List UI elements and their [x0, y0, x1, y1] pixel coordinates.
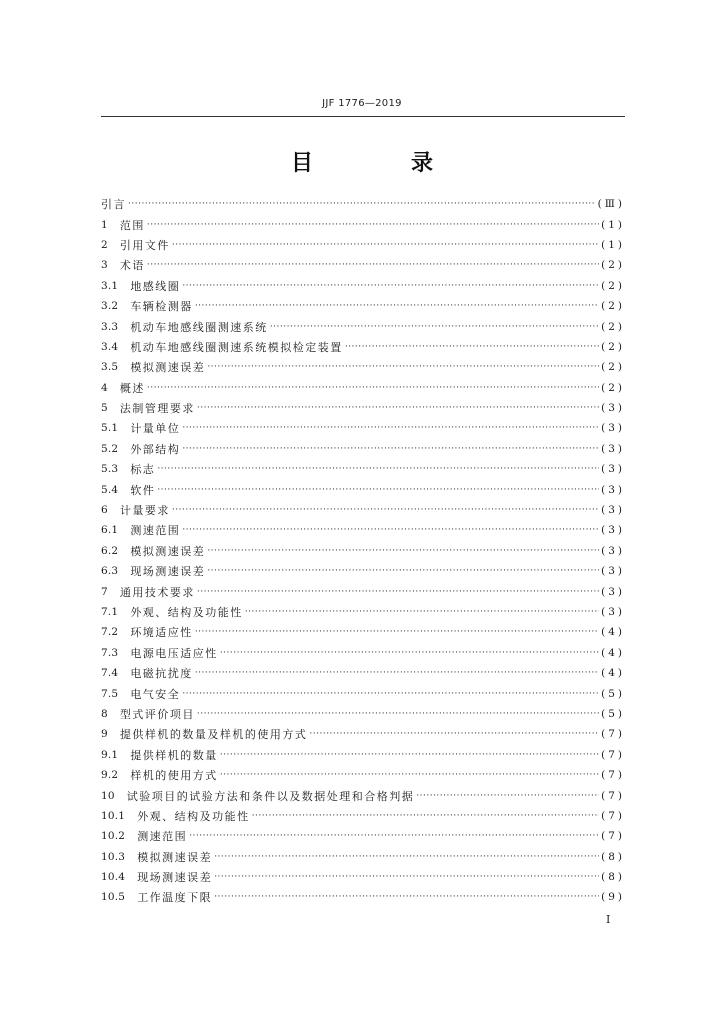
toc-entry-label: 试验项目的试验方法和条件以及数据处理和合格判据: [126, 789, 415, 803]
toc-entry-page: (3): [601, 606, 625, 618]
toc-entry-label: 测速范围: [130, 524, 181, 538]
toc-entry[interactable]: [101, 479, 625, 499]
toc-entry[interactable]: [101, 418, 625, 438]
toc-entry-number: 3.1: [101, 279, 119, 292]
toc-entry[interactable]: [101, 337, 625, 357]
toc-entry[interactable]: [101, 785, 625, 805]
toc-entry[interactable]: [101, 378, 625, 398]
toc-dot-leader: [195, 668, 599, 678]
toc-entry[interactable]: [101, 194, 625, 214]
toc-entry-number: 7.1: [101, 606, 119, 618]
toc-entry-number: 4: [101, 381, 108, 394]
toc-entry-page: (3): [601, 483, 625, 496]
toc-dot-leader: [207, 362, 599, 372]
toc-entry-number: 5.2: [101, 442, 119, 455]
toc-entry-number: 10.3: [101, 850, 126, 863]
toc-dot-leader: [197, 403, 599, 413]
toc-entry-number: 9: [101, 728, 108, 741]
toc-dot-leader: [182, 444, 599, 454]
page-number: I: [606, 913, 611, 926]
toc-entry-number: 3: [101, 259, 108, 272]
toc-entry[interactable]: [101, 500, 625, 520]
toc-entry-label: 工作温度下限: [137, 891, 213, 905]
toc-dot-leader: [270, 322, 599, 332]
toc-entry-label: 引言: [101, 198, 126, 212]
toc-entry-page: (5): [601, 687, 625, 700]
toc-entry-number: 10.2: [101, 830, 126, 843]
standard-code: JJF 1776—2019: [322, 98, 402, 109]
toc-entry-page: (1): [601, 218, 625, 231]
toc-entry-page: (2): [601, 300, 625, 313]
toc-entry-label: 机动车地感线圈测速系统模拟检定装置: [130, 340, 343, 354]
toc-entry[interactable]: [101, 561, 625, 581]
toc-entry[interactable]: [101, 887, 625, 907]
toc-dot-leader: [157, 485, 599, 495]
toc-entry-number: 5.3: [101, 463, 119, 476]
toc-entry-label: 模拟测速误差: [130, 361, 206, 375]
toc-dot-leader: [197, 709, 599, 719]
toc-entry-page: (8): [601, 850, 625, 863]
toc-dot-leader: [245, 607, 599, 617]
toc-entry[interactable]: [101, 581, 625, 601]
toc-entry-label: 通用技术要求: [119, 585, 195, 599]
toc-dot-leader: [252, 811, 599, 821]
toc-entry-label: 外观、结构及功能性: [130, 606, 243, 619]
toc-entry[interactable]: [101, 724, 625, 744]
toc-dot-leader: [345, 342, 599, 352]
toc-entry-number: 6.1: [101, 524, 119, 537]
toc-entry-page: (4): [601, 626, 625, 639]
toc-entry-number: 5.4: [101, 483, 119, 496]
toc-entry-page: (5): [601, 707, 625, 720]
toc-entry-page: (3): [601, 402, 625, 415]
toc-entry[interactable]: [101, 316, 625, 336]
toc-entry-number: 10.4: [101, 871, 126, 884]
table-of-contents: [101, 194, 625, 908]
toc-entry-number: 7: [101, 585, 108, 598]
toc-entry-number: 7.4: [101, 667, 119, 680]
toc-dot-leader: [157, 464, 599, 474]
toc-dot-leader: [189, 831, 599, 841]
toc-dot-leader: [195, 301, 599, 311]
toc-entry-label: 电气安全: [130, 687, 181, 701]
toc-entry[interactable]: [101, 867, 625, 887]
toc-entry-label: 车辆检测器: [130, 300, 193, 314]
toc-entry-page: (7): [601, 769, 625, 782]
toc-entry-page: (1): [601, 238, 625, 251]
toc-entry-page: (7): [601, 830, 625, 843]
toc-entry-number: 5: [101, 402, 108, 415]
toc-entry-page: (2): [601, 340, 625, 353]
toc-entry-number: 5.1: [101, 422, 119, 435]
toc-entry-label: 型式评价项目: [119, 707, 195, 721]
toc-dot-leader: [172, 240, 599, 250]
toc-entry-label: 范围: [119, 218, 145, 232]
toc-entry-page: (2): [601, 259, 625, 272]
toc-entry-page: (2): [601, 279, 625, 292]
toc-entry-label: 术语: [119, 259, 145, 273]
toc-entry[interactable]: [101, 622, 625, 642]
toc-entry-label: 标志: [130, 463, 156, 477]
toc-dot-leader: [195, 627, 599, 637]
toc-entry-label: 地感线圈: [130, 279, 181, 293]
toc-entry-page: (Ⅲ): [597, 198, 625, 211]
toc-dot-leader: [207, 566, 599, 576]
toc-entry-number: 3.4: [101, 340, 119, 353]
toc-entry-label: 提供样机的数量: [130, 748, 218, 762]
toc-entry-label: 机动车地感线圈测速系统: [130, 320, 268, 334]
toc-entry-number: 7.2: [101, 626, 119, 639]
toc-entry-page: (4): [601, 646, 625, 659]
toc-entry-label: 计量要求: [119, 504, 170, 518]
toc-entry-page: (9): [601, 891, 625, 904]
toc-entry[interactable]: [101, 847, 625, 867]
toc-entry-number: 6.2: [101, 544, 119, 557]
toc-entry-number: 7.5: [101, 687, 119, 700]
toc-entry-page: (3): [601, 463, 625, 476]
toc-dot-leader: [182, 423, 599, 433]
toc-entry-label: 样机的使用方式: [130, 769, 218, 783]
toc-dot-leader: [172, 505, 599, 515]
header-rule: [101, 116, 625, 117]
toc-entry-page: (3): [601, 422, 625, 435]
toc-entry-page: (3): [601, 585, 625, 598]
toc-entry[interactable]: [101, 643, 625, 663]
toc-dot-leader: [214, 892, 599, 902]
toc-entry-page: (3): [601, 544, 625, 557]
toc-entry[interactable]: [101, 296, 625, 316]
toc-entry-page: (4): [601, 667, 625, 680]
toc-entry[interactable]: [101, 235, 625, 255]
toc-dot-leader: [147, 383, 599, 393]
toc-entry-number: 3.5: [101, 361, 119, 374]
toc-entry-label: 电磁抗扰度: [130, 667, 193, 681]
toc-entry-number: 8: [101, 707, 108, 720]
toc-entry[interactable]: [101, 214, 625, 234]
toc-entry[interactable]: [101, 806, 625, 826]
toc-entry-number: 2: [101, 238, 108, 251]
toc-entry-page: (3): [601, 524, 625, 537]
toc-entry-label: 模拟测速误差: [137, 850, 213, 864]
toc-entry-page: (8): [601, 871, 625, 884]
toc-entry-number: 7.3: [101, 646, 119, 659]
toc-entry[interactable]: [101, 704, 625, 724]
toc-entry[interactable]: [101, 663, 625, 683]
toc-entry[interactable]: [101, 745, 625, 765]
page-title: 目 录: [290, 151, 471, 176]
toc-entry-label: 概述: [119, 381, 145, 395]
toc-dot-leader: [128, 199, 596, 209]
toc-entry[interactable]: [101, 541, 625, 561]
toc-entry[interactable]: [101, 765, 625, 785]
toc-entry-label: 现场测速误差: [137, 871, 213, 885]
toc-entry-number: 10.5: [101, 891, 126, 904]
toc-entry[interactable]: [101, 398, 625, 418]
toc-entry-label: 外观、结构及功能性: [137, 809, 250, 823]
toc-entry[interactable]: [101, 520, 625, 540]
toc-entry-number: 9.2: [101, 769, 119, 782]
toc-dot-leader: [182, 525, 599, 535]
toc-entry[interactable]: [101, 826, 625, 846]
toc-entry-label: 外部结构: [130, 442, 181, 456]
toc-dot-leader: [207, 546, 599, 556]
toc-entry-label: 模拟测速误差: [130, 544, 206, 558]
toc-entry-label: 引用文件: [119, 238, 170, 252]
toc-entry-number: 10.1: [101, 809, 126, 822]
toc-entry-page: (2): [601, 361, 625, 374]
toc-entry-number: 10: [101, 789, 115, 802]
toc-dot-leader: [182, 281, 599, 291]
toc-dot-leader: [147, 260, 599, 270]
toc-entry-page: (7): [601, 748, 625, 761]
toc-dot-leader: [220, 770, 599, 780]
toc-entry-label: 环境适应性: [130, 626, 193, 640]
toc-entry-number: 3.3: [101, 320, 119, 333]
toc-entry[interactable]: [101, 255, 625, 275]
toc-entry-page: (3): [601, 442, 625, 455]
toc-entry-number: 6: [101, 504, 108, 517]
toc-entry-label: 现场测速误差: [130, 565, 206, 579]
toc-entry-page: (7): [601, 728, 625, 741]
toc-entry-label: 计量单位: [130, 422, 181, 436]
toc-entry-number: 1: [101, 218, 108, 231]
toc-entry[interactable]: [101, 276, 625, 296]
toc-dot-leader: [309, 729, 599, 739]
toc-entry[interactable]: [101, 683, 625, 703]
toc-entry-page: (3): [601, 504, 625, 517]
toc-dot-leader: [220, 648, 599, 658]
toc-dot-leader: [214, 872, 599, 882]
toc-entry[interactable]: [101, 357, 625, 377]
toc-entry-number: 6.3: [101, 565, 119, 578]
toc-entry-page: (2): [601, 381, 625, 394]
toc-entry[interactable]: [101, 459, 625, 479]
toc-dot-leader: [147, 220, 599, 230]
toc-entry[interactable]: [101, 439, 625, 459]
toc-dot-leader: [214, 852, 599, 862]
toc-entry-label: 法制管理要求: [119, 402, 195, 416]
toc-entry-number: 9.1: [101, 748, 119, 761]
toc-entry-label: 测速范围: [137, 830, 188, 844]
toc-entry-page: (2): [601, 320, 625, 333]
toc-entry-number: 3.2: [101, 300, 119, 313]
toc-entry-label: 软件: [130, 483, 156, 497]
toc-dot-leader: [416, 791, 599, 801]
toc-dot-leader: [182, 689, 599, 699]
toc-dot-leader: [220, 750, 599, 760]
toc-dot-leader: [197, 587, 599, 597]
toc-entry-label: 提供样机的数量及样机的使用方式: [119, 728, 308, 742]
toc-entry-label: 电源电压适应性: [130, 646, 218, 660]
toc-entry-page: (3): [601, 565, 625, 578]
toc-entry[interactable]: [101, 602, 625, 622]
toc-entry-page: (7): [601, 789, 625, 802]
toc-entry-page: (7): [601, 809, 625, 822]
